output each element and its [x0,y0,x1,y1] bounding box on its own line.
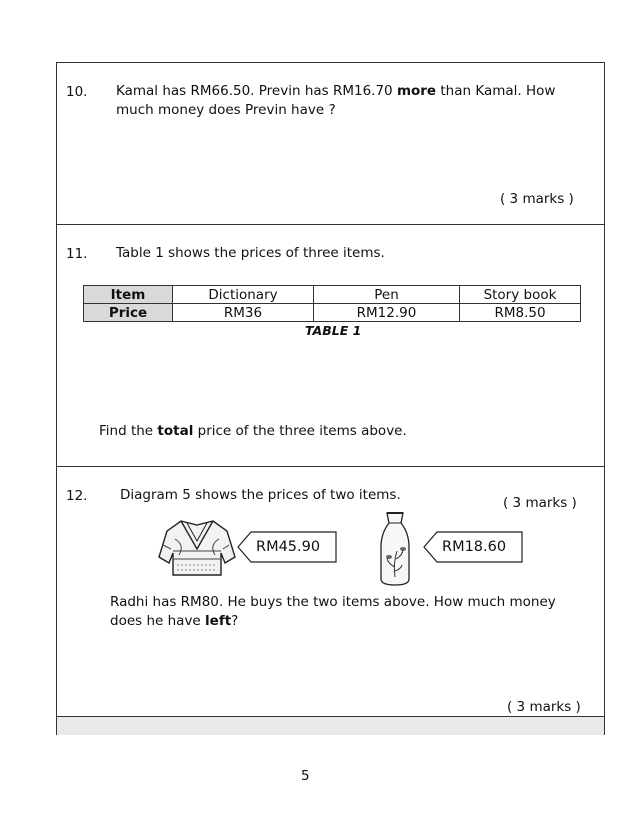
question-number: 11. [66,246,88,262]
question-text: Kamal has RM66.50. Previn has RM16.70 more than Kamal. How much money does Previn have ? [116,83,556,118]
table-row [84,286,581,304]
table-cell: RM8.50 [460,304,581,322]
price-tag-text: RM18.60 [442,539,507,555]
question-text: Find the total price of the three items above. [99,423,407,439]
marks-label: ( 3 marks ) [507,699,581,715]
jacket-icon [157,515,237,581]
table-cell: Story book [460,286,581,304]
price-table [83,285,581,322]
marks-label: ( 3 marks ) [500,191,574,207]
question-sheet [56,62,605,735]
question-number: 12. [66,488,88,504]
table-header-price: Price [84,304,173,322]
vase-icon [375,511,415,587]
table-caption: TABLE 1 [305,323,362,338]
question-number: 10. [66,84,88,100]
price-tag-text: RM45.90 [256,539,321,555]
table-row [84,304,581,322]
page-number: 5 [301,768,310,784]
table-cell: RM36 [173,304,314,322]
question-text: Table 1 shows the prices of three items. [116,245,385,261]
question-10 [57,63,604,225]
table-cell: Pen [314,286,460,304]
table-cell: Dictionary [173,286,314,304]
question-text: Diagram 5 shows the prices of two items. [120,487,401,503]
question-text: Radhi has RM80. He buys the two items above. How much money does he have left? [110,594,556,629]
table-header-item: Item [84,286,173,304]
footer-band [57,717,604,735]
table-cell: RM12.90 [314,304,460,322]
question-12 [57,467,604,717]
marks-label: ( 3 marks ) [503,495,577,511]
